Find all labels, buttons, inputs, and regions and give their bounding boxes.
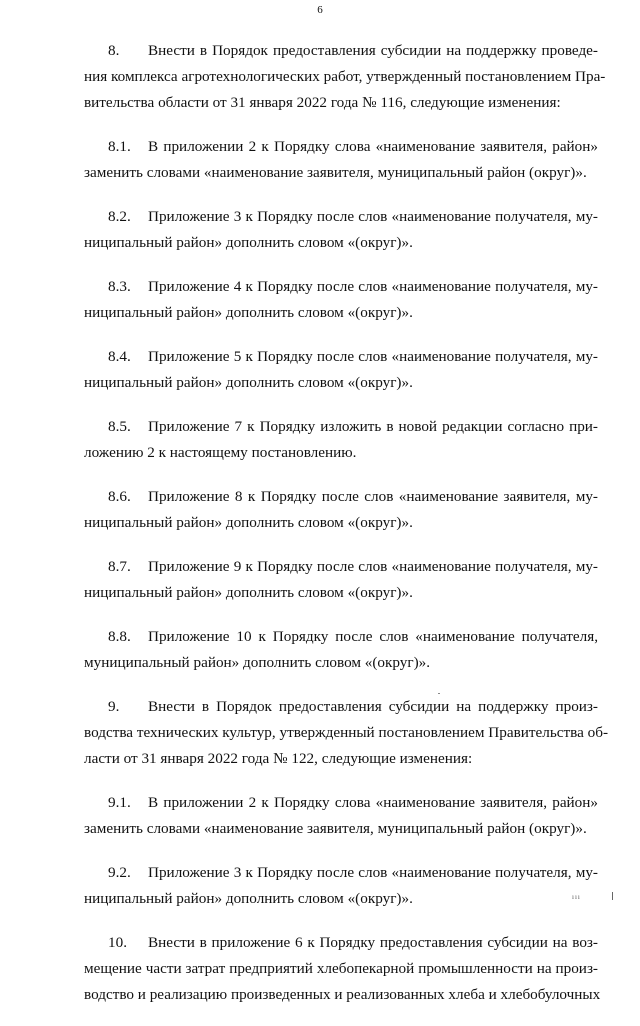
paragraph-line: ложению 2 к настоящему постановлению.: [84, 444, 357, 461]
paragraph-first-line: [84, 134, 598, 160]
scan-artifact: [438, 693, 440, 694]
paragraph-line: ниципальный район» дополнить словом «(округ)».: [84, 514, 413, 531]
paragraph: [84, 134, 598, 186]
paragraph-text: Внести в Порядок предоставления субсидии на поддержку проведе-: [148, 42, 598, 59]
paragraph: [84, 790, 598, 842]
paragraph-first-line: [84, 344, 598, 370]
page-number: 6: [317, 4, 323, 16]
paragraph-first-line: [84, 38, 598, 64]
paragraph: [84, 930, 601, 1008]
paragraph-text: Приложение 10 к Порядку после слов «наименование получателя,: [148, 628, 598, 645]
paragraph-line: ниципальный район» дополнить словом «(округ)».: [84, 234, 413, 251]
paragraph-first-line: [84, 790, 598, 816]
paragraph: [84, 414, 598, 466]
paragraph-number: 8.: [108, 42, 120, 59]
paragraph-first-line: [84, 930, 598, 956]
paragraph-text: Приложение 7 к Порядку изложить в новой редакции согласно при-: [148, 418, 598, 435]
paragraph-number: 8.3.: [108, 278, 131, 295]
paragraph-number: 8.7.: [108, 558, 131, 575]
paragraph-line: ниципальный район» дополнить словом «(округ)».: [84, 584, 413, 601]
paragraph-number: 8.4.: [108, 348, 131, 365]
paragraph: [84, 38, 606, 116]
paragraph-line: мещение части затрат предприятий хлебопекарной промышленности на произ-: [84, 960, 598, 977]
paragraph-text: Приложение 9 к Порядку после слов «наименование получателя, му-: [148, 558, 598, 575]
document-body: [84, 38, 609, 1026]
paragraph-line: муниципальный район» дополнить словом «(округ)».: [84, 654, 431, 671]
paragraph: [84, 274, 598, 326]
paragraph-text: Приложение 3 к Порядку после слов «наименование получателя, му-: [148, 208, 598, 225]
scan-mark: ııı: [572, 893, 581, 901]
paragraph-number: 8.8.: [108, 628, 131, 645]
scan-mark-tick: [612, 892, 613, 900]
paragraph-line: водство и реализацию произведенных и реализованных хлеба и хлебобулочных: [84, 986, 601, 1003]
paragraph-first-line: [84, 694, 598, 720]
paragraph-line: водства технических культур, утвержденный постановлением Правительства об-: [84, 724, 609, 741]
paragraph-line: ниципальный район» дополнить словом «(округ)».: [84, 304, 413, 321]
paragraph-first-line: [84, 860, 598, 886]
paragraph-text: Приложение 8 к Порядку после слов «наименование заявителя, му-: [148, 488, 598, 505]
paragraph-text: Приложение 4 к Порядку после слов «наименование получателя, му-: [148, 278, 598, 295]
paragraph-text: В приложении 2 к Порядку слова «наименование заявителя, район»: [148, 138, 598, 155]
paragraph-line: ния комплекса агротехнологических работ, утвержденный постановлением Пра-: [84, 68, 606, 85]
paragraph-first-line: [84, 204, 598, 230]
paragraph-line: ниципальный район» дополнить словом «(округ)».: [84, 374, 413, 391]
paragraph-number: 8.1.: [108, 138, 131, 155]
paragraph: [84, 204, 598, 256]
paragraph: [84, 484, 598, 536]
paragraph: [84, 860, 598, 912]
paragraph-number: 8.5.: [108, 418, 131, 435]
paragraph-line: заменить словами «наименование заявителя, муниципальный район (округ)».: [84, 820, 587, 837]
paragraph-number: 10.: [108, 934, 127, 951]
paragraph-number: 9.2.: [108, 864, 131, 881]
paragraph-first-line: [84, 554, 598, 580]
paragraph: [84, 554, 598, 606]
paragraph-number: 9.: [108, 698, 120, 715]
paragraph-text: Внести в Порядок предоставления субсидии на поддержку произ-: [148, 698, 598, 715]
paragraph-line: ласти от 31 января 2022 года № 122, следующие изменения:: [84, 750, 473, 767]
paragraph-number: 8.6.: [108, 488, 131, 505]
paragraph-text: В приложении 2 к Порядку слова «наименование заявителя, район»: [148, 794, 598, 811]
paragraph-line: ниципальный район» дополнить словом «(округ)».: [84, 890, 413, 907]
paragraph-text: Приложение 5 к Порядку после слов «наименование получателя, му-: [148, 348, 598, 365]
paragraph-first-line: [84, 484, 598, 510]
paragraph-number: 8.2.: [108, 208, 131, 225]
paragraph-text: Внести в приложение 6 к Порядку предоставления субсидии на воз-: [148, 934, 598, 951]
paragraph-line: заменить словами «наименование заявителя, муниципальный район (округ)».: [84, 164, 587, 181]
paragraph-first-line: [84, 414, 598, 440]
paragraph: [84, 694, 609, 772]
paragraph-number: 9.1.: [108, 794, 131, 811]
paragraph: [84, 344, 598, 396]
paragraph-line: вительства области от 31 января 2022 года № 116, следующие изменения:: [84, 94, 561, 111]
paragraph-first-line: [84, 624, 598, 650]
paragraph-text: Приложение 3 к Порядку после слов «наименование получателя, му-: [148, 864, 598, 881]
paragraph: [84, 624, 598, 676]
paragraph-first-line: [84, 274, 598, 300]
